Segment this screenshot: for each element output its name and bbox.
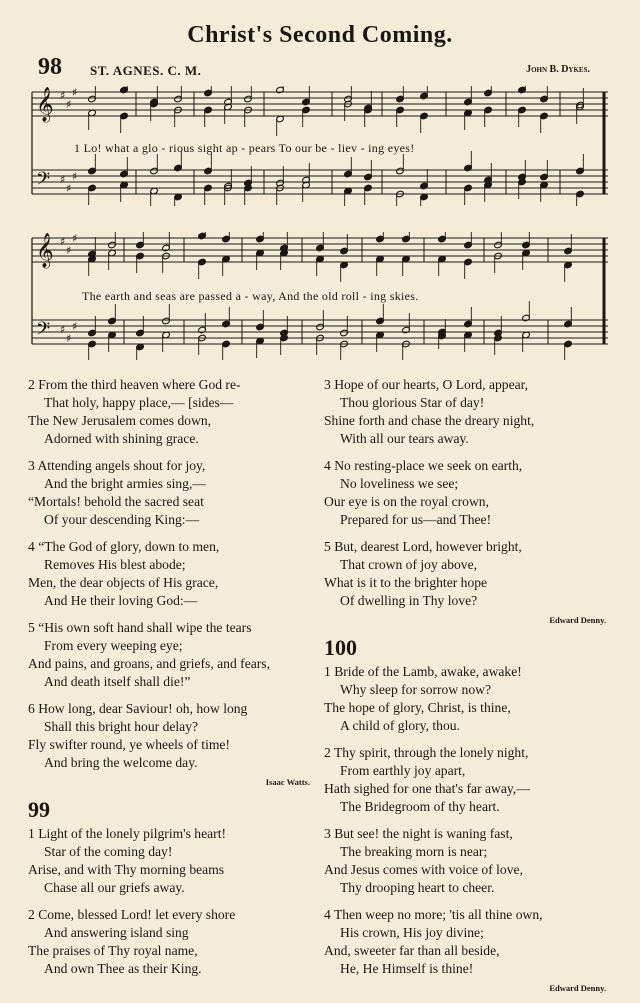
bass-clef: 𝄢 — [36, 319, 51, 344]
lyric-line-2: The earth and seas are passed a - way, And the old roll - ing skies. — [82, 289, 419, 303]
page-title: Christ's Second Coming. — [187, 22, 453, 48]
verse-line: The Bridegroom of thy heart. — [340, 799, 500, 814]
verse-line: 6 How long, dear Saviour! oh, how long — [28, 701, 248, 716]
verse-line: And pains, and groans, and griefs, and fears, — [28, 656, 270, 671]
author-credit: Isaac Watts. — [265, 777, 310, 787]
sharp-sign: ♯ — [60, 323, 66, 336]
left-column — [28, 376, 318, 987]
hymn-99-stanza — [324, 457, 614, 529]
hymn-99-stanza — [324, 376, 614, 448]
treble-clef: 𝄞 — [36, 87, 54, 122]
verse-line: 4 No resting-place we seek on earth, — [324, 458, 523, 473]
verse-line: The hope of glory, Christ, is thine, — [324, 700, 511, 715]
sharp-sign: ♯ — [66, 332, 72, 345]
verse-line: 5 But, dearest Lord, however bright, — [324, 539, 522, 554]
hymn-number: 98 — [38, 54, 62, 80]
verse-line: A child of glory, thou. — [340, 718, 460, 733]
verse-line: 4 “The God of glory, down to men, — [28, 539, 220, 554]
sharp-sign: ♯ — [72, 86, 78, 99]
hymn-100-stanza — [324, 825, 614, 897]
verse-line: And Jesus comes with voice of love, — [324, 862, 523, 877]
verse-line: 5 “His own soft hand shall wipe the tears — [28, 620, 252, 635]
verse-line: Shall this bright hour delay? — [44, 719, 199, 734]
verse-line: From every weeping eye; — [44, 638, 183, 653]
verse-line: Arise, and with Thy morning beams — [28, 862, 225, 877]
verse-line: 2 Thy spirit, through the lonely night, — [324, 745, 529, 760]
sharp-sign: ♯ — [60, 89, 66, 102]
verse-line: Star of the coming day! — [44, 844, 173, 859]
verse-line: Of your descending King:— — [44, 512, 200, 527]
verse-line: The breaking morn is near; — [340, 844, 488, 859]
verse-line: Fly swifter round, ye wheels of time! — [28, 737, 230, 752]
verse-line: And bring the welcome day. — [44, 755, 198, 770]
verse-line: What is it to the brighter hope — [324, 575, 488, 590]
verse-line: Thou glorious Star of day! — [340, 395, 485, 410]
verse-line: “Mortals! behold the sacred seat — [28, 494, 204, 509]
verse-line: Our eye is on the royal crown, — [324, 494, 489, 509]
right-column — [324, 376, 614, 1003]
verse-line: And, sweeter far than all beside, — [324, 943, 500, 958]
sharp-sign: ♯ — [60, 235, 66, 248]
hymn-98-header — [38, 54, 598, 84]
verse-line: Hath sighed for one that's far away,— — [324, 781, 530, 796]
sharp-sign: ♯ — [72, 170, 78, 183]
verse-line: 1 Bride of the Lamb, awake, awake! — [324, 664, 522, 679]
verse-line: And own Thee as their King. — [44, 961, 202, 976]
verse-line: 3 Attending angels shout for joy, — [28, 458, 206, 473]
sharp-sign: ♯ — [66, 244, 72, 257]
hymn-98-stanza — [28, 457, 318, 529]
verse-line: Why sleep for sorrow now? — [340, 682, 491, 697]
author-credit: Edward Denny. — [549, 615, 606, 625]
verse-line: From earthly joy apart, — [340, 763, 466, 778]
composer: John B. Dykes. — [526, 64, 590, 75]
verse-line: Of dwelling in Thy love? — [340, 593, 478, 608]
verse-line: With all our tears away. — [340, 431, 469, 446]
sharp-sign: ♯ — [72, 320, 78, 333]
hymn-100-stanza — [324, 663, 614, 735]
hymn-100-stanza — [324, 744, 614, 816]
verse-line: He, He Himself is thine! — [340, 961, 474, 976]
hymn-99-stanza — [28, 906, 318, 978]
verse-line: And death itself shall die!” — [44, 674, 191, 689]
verse-line: Removes His blest abode; — [44, 557, 186, 572]
verse-line: Chase all our griefs away. — [44, 880, 185, 895]
verse-line: And He their loving God:— — [44, 593, 198, 608]
sharp-sign: ♯ — [72, 232, 78, 245]
author-credit: Edward Denny. — [549, 983, 606, 993]
hymn-number: 100 — [324, 635, 357, 660]
hymn-99-stanza — [28, 825, 318, 897]
verse-line: 2 From the third heaven where God re- — [28, 377, 241, 392]
verse-line: 3 Hope of our hearts, O Lord, appear, — [324, 377, 529, 392]
hymn-98-stanza — [28, 376, 318, 448]
lyric-line-1: 1 Lo! what a glo - rious sight ap - pears To our be - liev - ing eyes! — [74, 141, 415, 155]
verse-line: And the bright armies sing,— — [44, 476, 206, 491]
hymn-99-stanza — [324, 538, 614, 610]
verse-line: The praises of Thy royal name, — [28, 943, 198, 958]
verse-line: Thy drooping heart to cheer. — [340, 880, 495, 895]
sharp-sign: ♯ — [66, 182, 72, 195]
verse-line: 2 Come, blessed Lord! let every shore — [28, 907, 236, 922]
treble-clef: 𝄞 — [36, 233, 54, 268]
verse-line: 3 But see! the night is waning fast, — [324, 826, 513, 841]
verse-line: 4 Then weep no more; 'tis all thine own, — [324, 907, 543, 922]
verse-line: Adorned with shining grace. — [44, 431, 199, 446]
tune-name: ST. AGNES. C. M. — [90, 63, 202, 78]
verse-line: And answering island sing — [44, 925, 189, 940]
verse-line: No loveliness we see; — [340, 476, 459, 491]
verse-line: His crown, His joy divine; — [340, 925, 484, 940]
verse-line: 1 Light of the lonely pilgrim's heart! — [28, 826, 227, 841]
hymn-98-stanza — [28, 538, 318, 610]
hymn-98-stanza — [28, 700, 318, 772]
hymn-number: 99 — [28, 797, 50, 822]
hymn-98-stanza — [28, 619, 318, 691]
verse-line: That crown of joy above, — [340, 557, 478, 572]
verse-line: That holy, happy place,— [sides— — [44, 395, 234, 410]
verse-line: Men, the dear objects of His grace, — [28, 575, 219, 590]
verse-line: Shine forth and chase the dreary night, — [324, 413, 535, 428]
hymn-100-stanza — [324, 906, 614, 978]
verse-line: Prepared for us—and Thee! — [340, 512, 492, 527]
bass-clef: 𝄢 — [36, 169, 51, 194]
sharp-sign: ♯ — [60, 173, 66, 186]
sharp-sign: ♯ — [66, 98, 72, 111]
verse-line: The New Jerusalem comes down, — [28, 413, 212, 428]
